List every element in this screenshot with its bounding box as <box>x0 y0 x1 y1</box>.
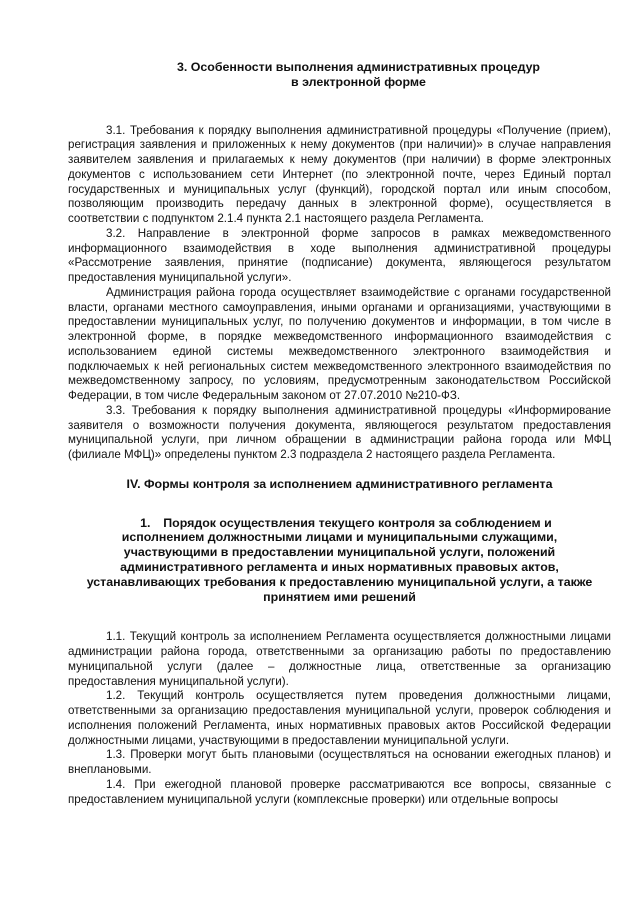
subsection-1-title-line-1 <box>68 516 611 531</box>
paragraph-3-2: 3.2. Направление в электронной форме запросов в рамках межведомственного информационного взаимодействия в ходе выполнения административной процедуры «Рассмотрение заявления, принятие (подписание) документа, являющегося результатом предоставления муниципальной услуги». <box>68 226 611 285</box>
paragraph-1-3: 1.3. Проверки могут быть плановыми (осуществляться на основании ежегодных планов) и внеплановыми. <box>68 748 611 777</box>
section-3-title-line-1: 3. Особенности выполнения административных процедур <box>177 60 540 74</box>
document-page <box>68 60 611 807</box>
subsection-1-title-line-2: исполнением должностными лицами и муниципальными служащими, <box>121 530 558 545</box>
section-4-heading: IV. Формы контроля за исполнением административного регламента <box>126 476 553 491</box>
subsection-1-title-line-4: административного регламента и иных нормативных правовых актов, <box>120 560 559 575</box>
subsection-1-title-line-6: принятием ими решений <box>263 589 416 604</box>
paragraph-3-2-continued: Администрация района города осуществляет взаимодействие с органами государственной власти, органами местного самоуправления, иными органами и организациями, участвующими в предоставлении муниципальных услуг, по получению документов и информации, в том числе в электронной форме, в порядке межведомственного информационного взаимодействия с использованием единой системы межведомственного электронного взаимодействия и подключаемых к ней региональных систем межведомственного электронного взаимодействия по межведомственному запросу, по условиям, предусмотренным законодательством Российской Федерации, в том числе Федеральным законом от 27.07.2010 №210-ФЗ. <box>68 285 611 403</box>
paragraph-1-1: 1.1. Текущий контроль за исполнением Регламента осуществляется должностными лицами администрации района города, ответственными за организацию работы по предоставлению муниципальной услуги (далее – должностные лица, ответственные за организацию предоставления муниципальной услуги). <box>68 630 611 688</box>
paragraph-3-1: 3.1. Требования к порядку выполнения административной процедуры «Получение (прием), регистрация заявления и приложенных к нему документов (при наличии)» в случае направления заявителем заявления и прилагаемых к нему документов (при наличии) в форме электронных документов с использованием сети Интернет (по электронной почте, через Единый портал государственных и муниципальных услуг (функций), городской портал или иным способом, позволяющим производить передачу данных в электронной форме), осуществляется в соответствии с подпунктом 2.1.4 пункта 2.1 настоящего раздела Регламента. <box>68 123 611 226</box>
paragraph-1-2: 1.2. Текущий контроль осуществляется путем проведения должностными лицами, ответственными за организацию предоставления муниципальной услуги, проверок соблюдения и исполнения положений Регламента, иных нормативных правовых актов Российской Федерации должностными лицами, участвующими в предоставлении муниципальной услуги. <box>68 689 611 747</box>
subsection-1-heading <box>68 516 611 605</box>
section-3-title-line-2: в электронной форме <box>291 74 426 89</box>
section-3-heading <box>106 60 611 90</box>
subsection-1-title-line-3: участвующими в предоставлении муниципальной услуги, положений <box>123 545 556 560</box>
subsection-1-title-text: Порядок осуществления текущего контроля за соблюдением и <box>163 515 552 530</box>
subsection-1-number: 1. <box>140 515 151 530</box>
paragraph-1-4: 1.4. При ежегодной плановой проверке рассматриваются все вопросы, связанные с предоставлением муниципальной услуги (комплексные проверки) или отдельные вопросы <box>68 777 611 806</box>
paragraph-3-3: 3.3. Требования к порядку выполнения административной процедуры «Информирование заявителя о возможности получения документа, являющегося результатом предоставления муниципальной услуги, при личном обращении в администрации района города или МФЦ (филиале МФЦ)» определены пунктом 2.3 подраздела 2 настоящего раздела Регламента. <box>68 403 611 462</box>
subsection-1-title-line-5: устанавливающих требования к предоставлению муниципальной услуги, а также <box>86 574 593 589</box>
